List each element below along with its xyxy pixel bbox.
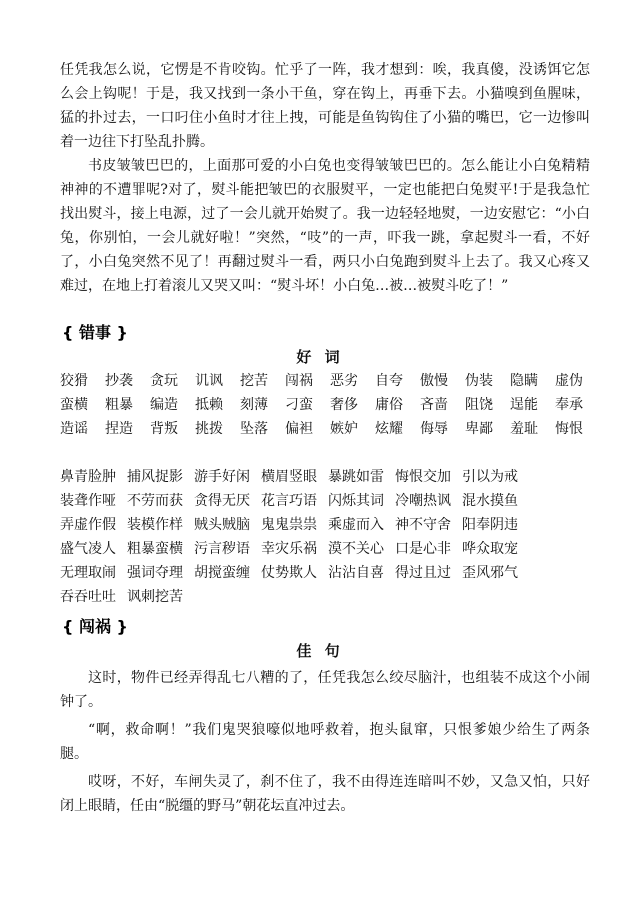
idiom-row — [60, 560, 600, 584]
word-item: 口是心非 — [395, 541, 451, 557]
word-item: 冷嘲热讽 — [395, 493, 451, 509]
word-item: 贪得无厌 — [194, 493, 250, 509]
word-item: 逞能 — [510, 397, 538, 413]
subheading-haoci: 好 词 — [296, 348, 344, 366]
word-item: 乘虚而入 — [328, 517, 384, 533]
four-char-idiom-grid — [60, 464, 600, 608]
word-item: 神不守舍 — [395, 517, 451, 533]
word-item: 盛气凌人 — [60, 541, 116, 557]
word-item: 沾沾自喜 — [328, 565, 384, 581]
word-item: 弄虚作假 — [60, 517, 116, 533]
word-item: 幸灾乐祸 — [261, 541, 317, 557]
sentence-1: 这时，物件已经弄得乱七八糟的了，任凭我怎么绞尽脑汁，也组装不成这个小闹钟了。 — [60, 670, 590, 710]
word-item: 编造 — [150, 397, 178, 413]
word-row — [60, 368, 600, 392]
section-heading-chuanghuo: { 闯祸 } — [62, 617, 128, 636]
word-item: 鬼鬼祟祟 — [261, 517, 317, 533]
word-item: 刁蛮 — [285, 397, 313, 413]
word-item: 背叛 — [150, 421, 178, 437]
word-row — [60, 416, 600, 440]
sentence-2: “啊，救命啊！”我们鬼哭狼嚎似地呼救着，抱头鼠窜，只恨爹娘少给生了两条腿。 — [60, 722, 590, 762]
word-item: 讥讽 — [195, 373, 223, 389]
word-item: 造谣 — [60, 421, 88, 437]
word-item: 嫉妒 — [330, 421, 358, 437]
passage-fishing-cat: 任凭我怎么说，它愣是不肯咬钩。忙乎了一阵，我才想到：唉，我真傻，没诱饵它怎么会上钩呢！于是，我又找到一条小干鱼，穿在钩上，再垂下去。小猫嗅到鱼腥味，猛的扑过去，一口叼住小鱼时才往上拽，可能是鱼钩钩住了小猫的嘴巴，它一边惨叫着一边往下打坠乱扑腾。 — [60, 62, 590, 150]
word-item: 胡搅蛮缠 — [194, 565, 250, 581]
word-item: 歪风邪气 — [462, 565, 518, 581]
word-item: 无理取闹 — [60, 565, 116, 581]
word-item: 污言秽语 — [194, 541, 250, 557]
word-item: 炫耀 — [375, 421, 403, 437]
word-item: 闪烁其词 — [328, 493, 384, 509]
word-item: 横眉竖眼 — [261, 469, 317, 485]
word-item: 自夸 — [375, 373, 403, 389]
word-item: 挑拨 — [195, 421, 223, 437]
word-item: 游手好闲 — [194, 469, 250, 485]
word-item: 挖苦 — [240, 373, 268, 389]
word-item: 混水摸鱼 — [462, 493, 518, 509]
word-item: 悔恨交加 — [395, 469, 451, 485]
word-item: 奉承 — [555, 397, 583, 413]
word-item: 刻薄 — [240, 397, 268, 413]
word-item: 卑鄙 — [465, 421, 493, 437]
word-item: 捏造 — [105, 421, 133, 437]
word-item: 隐瞒 — [510, 373, 538, 389]
idiom-row — [60, 584, 600, 608]
word-item: 抵赖 — [195, 397, 223, 413]
word-row — [60, 392, 600, 416]
word-item: 花言巧语 — [261, 493, 317, 509]
word-item: 引以为戒 — [462, 469, 518, 485]
idiom-row — [60, 464, 600, 488]
passage-ironing-rabbit: 书皮皱皱巴巴的，上面那可爱的小白兔也变得皱皱巴巴的。怎么能让小白兔精精神神的不遭罪呢?对了，熨斗能把皱巴的衣服熨平，一定也能把白兔熨平!于是我急忙找出熨斗，接上电源，过了一会儿就开始熨了。我一边轻轻地熨，一边安慰它：“小白兔，你别怕，一会儿就好啦！”突然，“吱”的一声，吓我一跳，拿起熨斗一看，不好了，小白兔突然不见了！再翻过熨斗一看，两只小白兔跑到熨斗上去了。我又心疼又难过，在地上打着滚儿又哭又叫：“熨斗坏！小白兔…被…被熨斗吃了！” — [60, 158, 590, 294]
word-item: 吝啬 — [420, 397, 448, 413]
word-item: 伪装 — [465, 373, 493, 389]
subheading-jiaju: 佳 句 — [296, 642, 344, 660]
word-item: 得过且过 — [395, 565, 451, 581]
idiom-row — [60, 512, 600, 536]
idiom-row — [60, 536, 600, 560]
word-item: 装聋作哑 — [60, 493, 116, 509]
word-item: 虚伪 — [555, 373, 583, 389]
word-item: 傲慢 — [420, 373, 448, 389]
word-item: 偏袒 — [285, 421, 313, 437]
word-item: 阳奉阴违 — [462, 517, 518, 533]
word-item: 抄袭 — [105, 373, 133, 389]
two-char-word-grid — [60, 368, 600, 440]
word-item: 漠不关心 — [328, 541, 384, 557]
word-item: 侮辱 — [420, 421, 448, 437]
word-item: 暴跳如雷 — [328, 469, 384, 485]
word-item: 哗众取宠 — [462, 541, 518, 557]
word-item: 羞耻 — [510, 421, 538, 437]
word-item: 鼻青脸肿 — [60, 469, 116, 485]
word-item: 奢侈 — [330, 397, 358, 413]
word-item: 悔恨 — [555, 421, 583, 437]
word-item: 阻饶 — [465, 397, 493, 413]
word-item: 恶劣 — [330, 373, 358, 389]
word-item: 粗暴蛮横 — [127, 541, 183, 557]
word-item: 贼头贼脑 — [194, 517, 250, 533]
word-item: 蛮横 — [60, 397, 88, 413]
word-item: 狡猾 — [60, 373, 88, 389]
section-heading-cuoshi: { 错事 } — [62, 323, 128, 342]
word-item: 讽刺挖苦 — [127, 589, 183, 605]
word-item: 强词夺理 — [127, 565, 183, 581]
idiom-row — [60, 488, 600, 512]
word-item: 闯祸 — [285, 373, 313, 389]
word-item: 装模作样 — [127, 517, 183, 533]
word-item: 吞吞吐吐 — [60, 589, 116, 605]
word-item: 捕风捉影 — [127, 469, 183, 485]
word-item: 贪玩 — [150, 373, 178, 389]
sentence-3: 哎呀，不好，车闸失灵了，刹不住了，我不由得连连暗叫不妙，又急又怕，只好闭上眼睛，任由“脱缰的野马”朝花坛直冲过去。 — [60, 774, 590, 814]
word-item: 粗暴 — [105, 397, 133, 413]
word-item: 仗势欺人 — [261, 565, 317, 581]
word-item: 庸俗 — [375, 397, 403, 413]
word-item: 不劳而获 — [127, 493, 183, 509]
word-item: 坠落 — [240, 421, 268, 437]
